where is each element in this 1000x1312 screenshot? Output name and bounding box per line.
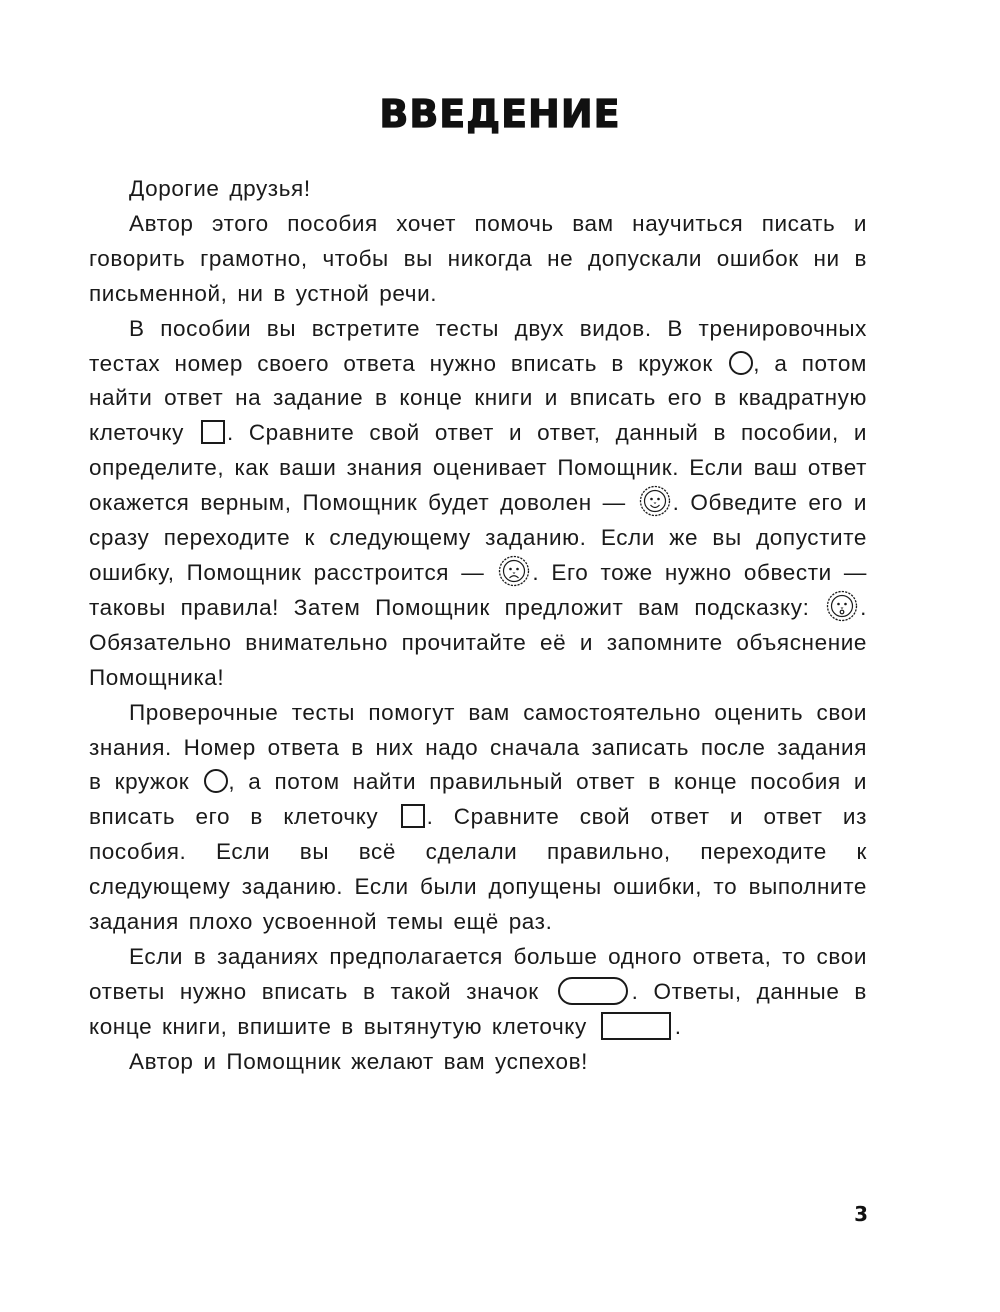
multi-answer-oval-icon (558, 977, 628, 1005)
greeting-paragraph (89, 172, 867, 207)
paragraph-2-text-2: , а потом найти ответ на задание в конце книги и вписать его в квадратную клеточку (89, 350, 868, 446)
paragraph-1-text: Автор этого пособия хочет помочь вам научиться писать и говорить грамотно, чтобы вы никогда не допускали ошибок ни в письменной, ни в устной речи. (89, 210, 867, 306)
introduction-text (89, 172, 867, 1080)
closing-text: Автор и Помощник желают вам успехов! (129, 1048, 588, 1074)
paragraph-4-text-1: Если в заданиях предполагается больше одного ответа, то свои ответы нужно вписать в такой значок (89, 943, 867, 1004)
paragraph-4 (89, 940, 867, 1045)
greeting-text: Дорогие друзья! (129, 176, 311, 201)
paragraph-3-text-2: , а потом найти правильный ответ в конце пособия и вписать его в клеточку (89, 769, 867, 830)
paragraph-2 (89, 312, 867, 696)
page-number: 3 (854, 1202, 868, 1226)
paragraph-3 (89, 696, 867, 940)
answer-circle-icon (204, 769, 228, 793)
paragraph-2-text-1: В пособии вы встретите тесты двух видов. В тренировочных тестах номер своего ответа нужно вписать в кружок (89, 315, 867, 376)
answer-square-icon (401, 804, 425, 828)
paragraph-3-text-1: Проверочные тесты помогут вам самостоятельно оценить свои знания. Номер ответа в них надо сначала записать после задания в кружок (89, 699, 867, 795)
sad-lion-icon (498, 555, 530, 587)
paragraph-1 (89, 207, 867, 312)
paragraph-2-text-5: . Его тоже нужно обвести — таковы правила! Затем Помощник предложит вам подсказку: (89, 559, 867, 620)
paragraph-2-text-3: . Сравните свой ответ и ответ, данный в пособии, и определите, как ваши знания оценивает Помощник. Если ваш ответ окажется верным, Помощник будет доволен — (89, 420, 867, 516)
paragraph-4-text-3: . (674, 1013, 682, 1039)
paragraph-3-text-3: . Сравните свой ответ и ответ из пособия. Если вы всё сделали правильно, переходите к следующему заданию. Если были допущены ошибки, то выполните задания плохо усвоенной темы ещё раз. (89, 804, 867, 935)
happy-lion-icon (639, 485, 671, 517)
paragraph-2-text-6: . Обязательно внимательно прочитайте её и запомните объяснение Помощника! (89, 594, 867, 690)
paragraph-2-text-4: . Обведите его и сразу переходите к следующему заданию. Если же вы допустите ошибку, Помощник расстроится — (89, 490, 867, 585)
page-title: ВВЕДЕНИЕ (379, 92, 621, 136)
multi-answer-rectangle-icon (601, 1012, 671, 1040)
answer-square-icon (201, 420, 225, 444)
closing-paragraph (89, 1045, 867, 1080)
paragraph-4-text-2: . Ответы, данные в конце книги, впишите в вытянутую клеточку (89, 978, 867, 1039)
hint-lion-icon (826, 590, 858, 622)
answer-circle-icon (729, 351, 753, 375)
